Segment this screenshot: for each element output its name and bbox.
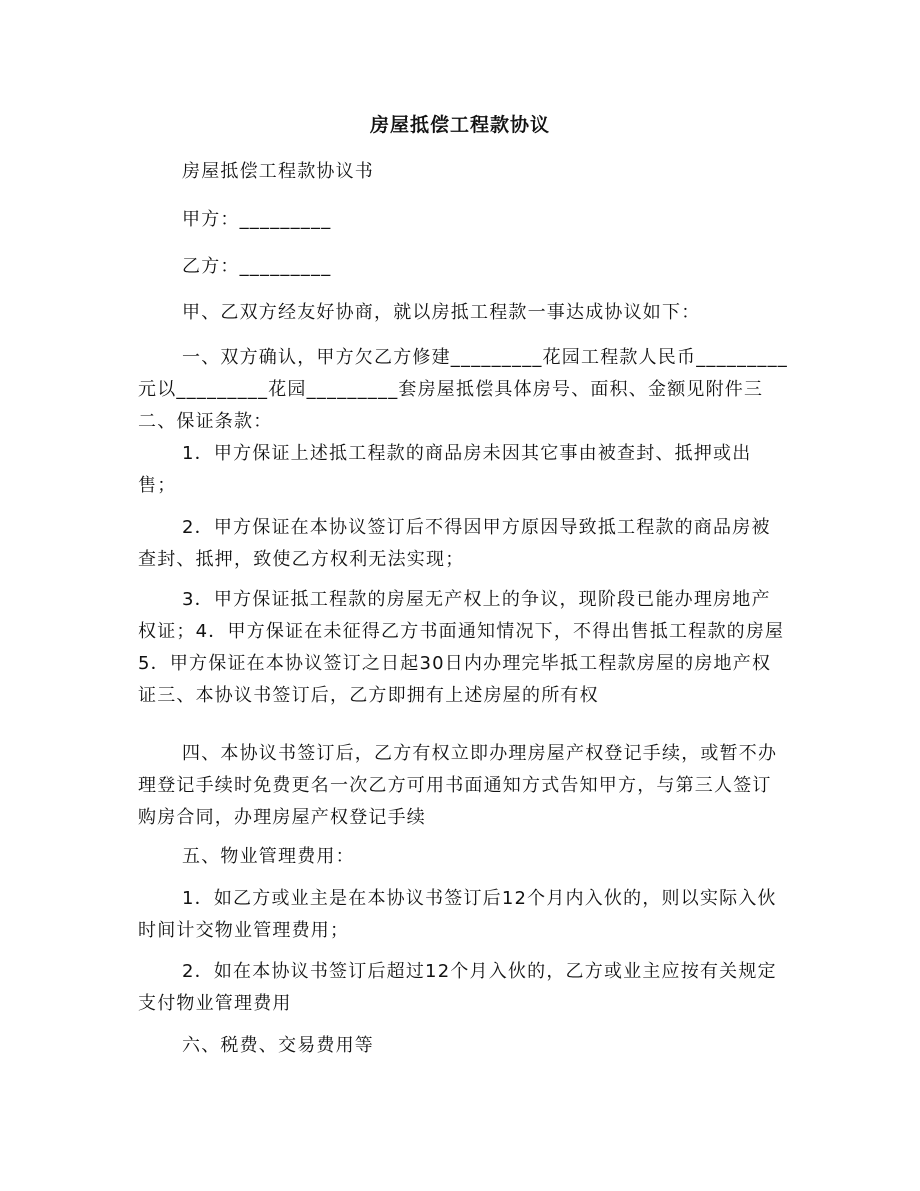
paragraph-guarantee-3: 3．甲方保证抵工程款的房屋无产权上的争议，现阶段已能办理房地产权证；4．甲方保证在未征得乙方书面通知情况下，不得出售抵工程款的房屋5．甲方保证在本协议签订之日起30日内办理完毕抵工程款房屋的房地产权证三、本协议书签订后，乙方即拥有上述房屋的所有权 bbox=[138, 589, 785, 706]
paragraph-clause-5: 五、物业管理费用： bbox=[182, 846, 355, 867]
paragraph-party-a: 甲方：_________ bbox=[182, 209, 332, 230]
paragraph-property-fee-1: 1．如乙方或业主是在本协议书签订后12个月内入伙的，则以实际入伙时间计交物业管理费用； bbox=[138, 888, 777, 941]
paragraph-property-fee-2: 2．如在本协议书签订后超过12个月入伙的，乙方或业主应按有关规定支付物业管理费用 bbox=[138, 961, 777, 1014]
paragraph-intro: 甲、乙双方经友好协商，就以房抵工程款一事达成协议如下： bbox=[182, 302, 701, 323]
paragraph-subtitle: 房屋抵偿工程款协议书 bbox=[182, 161, 374, 182]
document-title: 房屋抵偿工程款协议 bbox=[369, 114, 550, 136]
paragraph-clause-1: 一、双方确认，甲方欠乙方修建_________花园工程款人民币_________元以_________花园_________套房屋抵偿具体房号、面积、金额见附件三二、保证条款： bbox=[138, 347, 788, 432]
paragraph-clause-6: 六、税费、交易费用等 bbox=[182, 1035, 374, 1056]
paragraph-party-b: 乙方：_________ bbox=[182, 256, 332, 277]
paragraph-guarantee-1: 1．甲方保证上述抵工程款的商品房未因其它事由被查封、抵押或出售； bbox=[138, 443, 752, 496]
paragraph-clause-4: 四、本协议书签订后，乙方有权立即办理房屋产权登记手续，或暂不办理登记手续时免费更名一次乙方可用书面通知方式告知甲方，与第三人签订购房合同，办理房屋产权登记手续 bbox=[138, 743, 778, 828]
paragraph-guarantee-2: 2．甲方保证在本协议签订后不得因甲方原因导致抵工程款的商品房被查封、抵押，致使乙方权利无法实现； bbox=[138, 517, 771, 570]
